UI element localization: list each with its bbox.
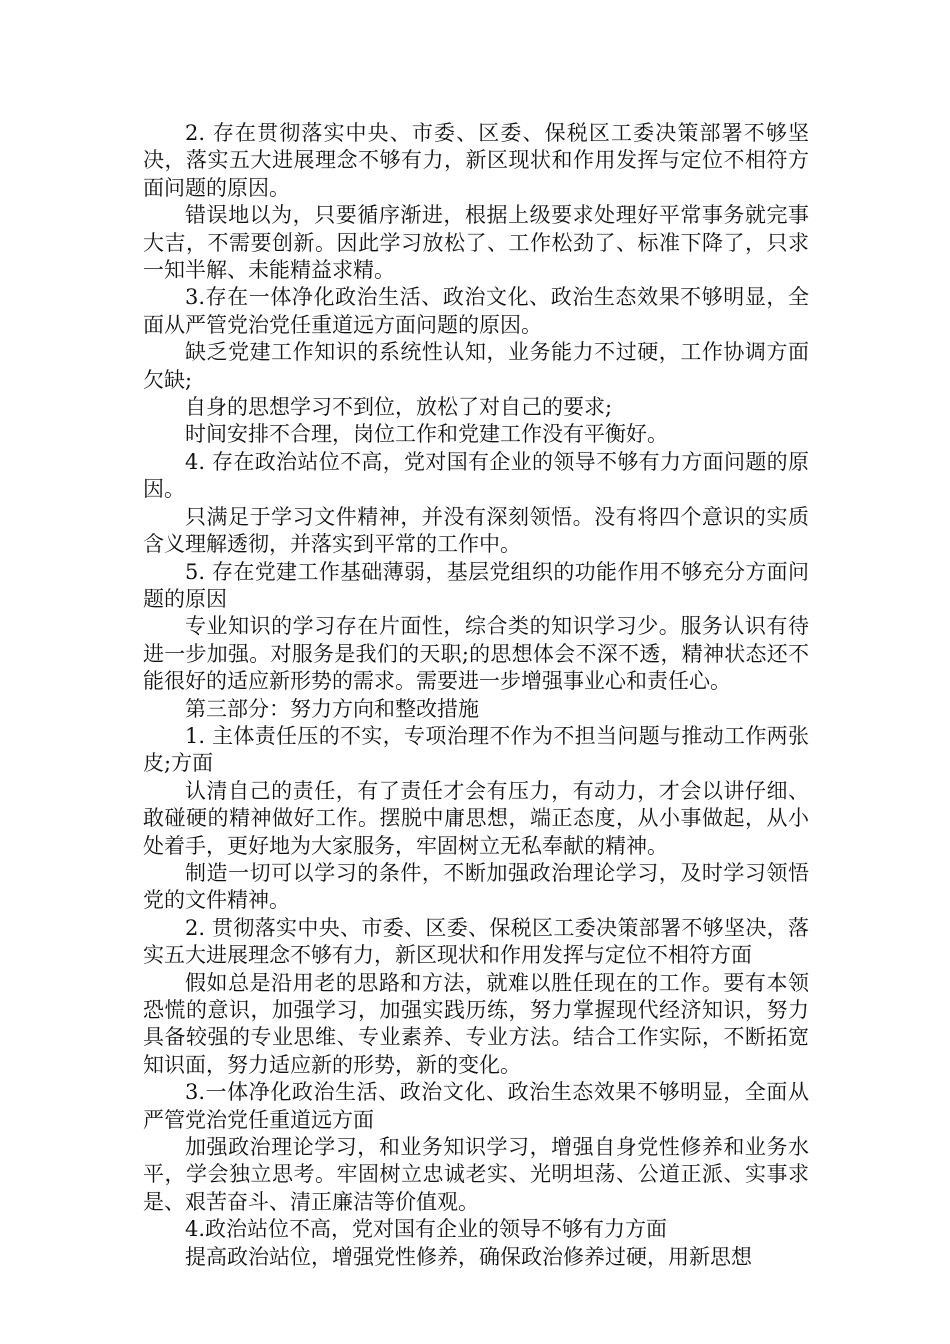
paragraph: 4.政治站位不高，党对国有企业的领导不够有力方面 bbox=[185, 1217, 668, 1242]
paragraph: 4. 存在政治站位不高，党对国有企业的领导不够有力方面问题的原因。 bbox=[143, 449, 809, 502]
paragraph: 提高政治站位，增强党性修养，确保政治修养过硬，用新思想 bbox=[185, 1244, 752, 1269]
paragraph: 2. 贯彻落实中央、市委、区委、保税区工委决策部署不够坚决，落实五大进展理念不够有力，新区现状和作用发挥与定位不相符方面 bbox=[143, 915, 809, 968]
paragraph: 缺乏党建工作知识的系统性认知，业务能力不过硬，工作协调方面欠缺; bbox=[143, 340, 809, 392]
paragraph: 认清自己的责任，有了责任才会有压力，有动力，才会以讲仔细、敢碰硬的精神做好工作。摆脱中庸思想，端正态度，从小事做起，从小处着手，更好地为大家服务，牢固树立无私奉献的精神。 bbox=[143, 778, 809, 858]
paragraph: 时间安排不合理，岗位工作和党建工作没有平衡好。 bbox=[185, 422, 668, 447]
paragraph: 2. 存在贯彻落实中央、市委、区委、保税区工委决策部署不够坚决，落实五大进展理念不够有力，新区现状和作用发挥与定位不相符方面问题的原因。 bbox=[143, 121, 809, 200]
paragraph: 只满足于学习文件精神，并没有深刻领悟。没有将四个意识的实质含义理解透彻，并落实到平常的工作中。 bbox=[143, 504, 809, 557]
section-heading: 第三部分：努力方向和整改措施 bbox=[185, 696, 479, 721]
paragraph: 5. 存在党建工作基础薄弱，基层党组织的功能作用不够充分方面问题的原因 bbox=[143, 559, 809, 611]
paragraph: 3.一体净化政治生活、政治文化、政治生态效果不够明显，全面从严管党治党任重道远方面 bbox=[143, 1080, 809, 1132]
paragraph: 制造一切可以学习的条件，不断加强政治理论学习，及时学习领悟党的文件精神。 bbox=[143, 860, 809, 913]
paragraph: 专业知识的学习存在片面性，综合类的知识学习少。服务认识有待进一步加强。对服务是我们的天职;的思想体会不深不透，精神状态还不能很好的适应新形势的需求。需要进一步增强事业心和责任心。 bbox=[143, 614, 809, 694]
paragraph: 1. 主体责任压的不实，专项治理不作为不担当问题与推动工作两张皮;方面 bbox=[143, 723, 809, 776]
document-body bbox=[143, 120, 809, 1271]
paragraph: 加强政治理论学习，和业务知识学习，增强自身党性修养和业务水平，学会独立思考。牢固树立忠诚老实、光明坦荡、公道正派、实事求是、艰苦奋斗、清正廉洁等价值观。 bbox=[143, 1135, 809, 1214]
paragraph: 3.存在一体净化政治生活、政治文化、政治生态效果不够明显，全面从严管党治党任重道远方面问题的原因。 bbox=[143, 285, 809, 337]
paragraph: 自身的思想学习不到位，放松了对自己的要求; bbox=[185, 395, 613, 420]
paragraph: 假如总是沿用老的思路和方法，就难以胜任现在的工作。要有本领恐慌的意识，加强学习，加强实践历练，努力掌握现代经济知识，努力具备较强的专业思维、专业素养、专业方法。结合工作实际，不断拓宽知识面，努力适应新的形势，新的变化。 bbox=[143, 970, 809, 1077]
paragraph: 错误地以为，只要循序渐进，根据上级要求处理好平常事务就完事大吉，不需要创新。因此学习放松了、工作松劲了、标准下降了，只求一知半解、未能精益求精。 bbox=[143, 203, 809, 283]
